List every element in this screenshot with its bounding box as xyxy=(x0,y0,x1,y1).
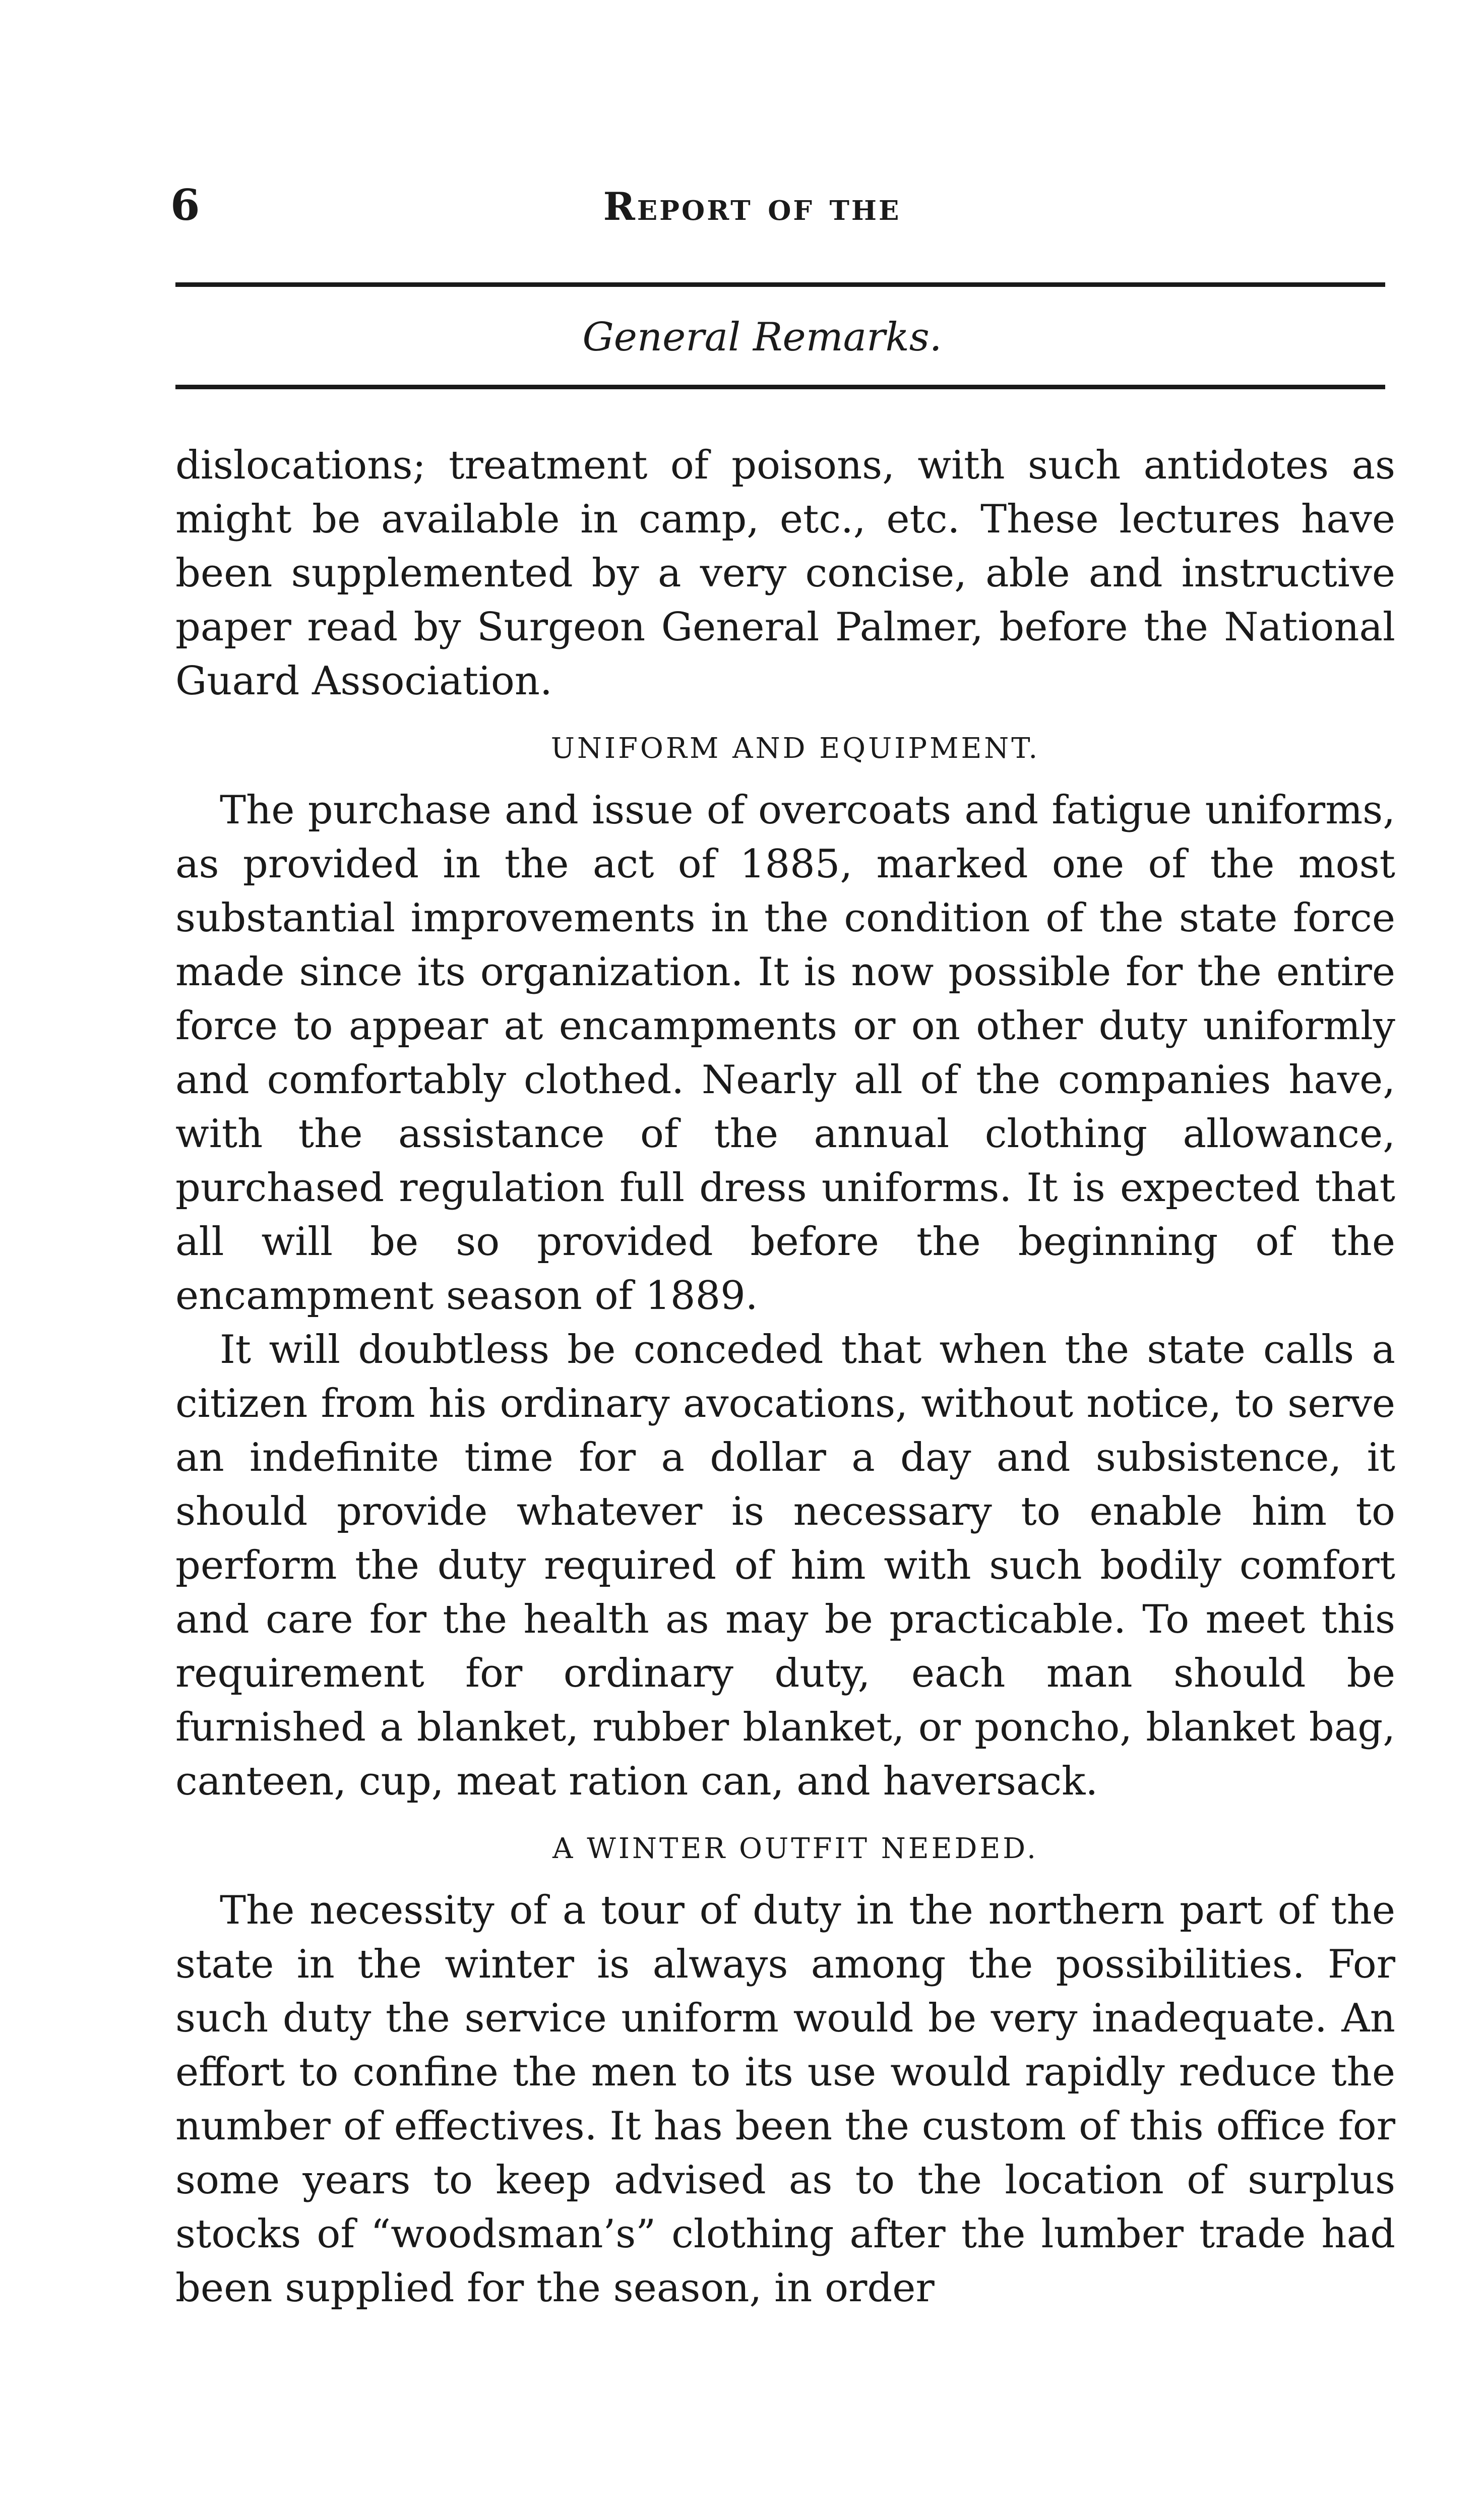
header-rule-bottom xyxy=(175,385,1385,389)
header-rule-top xyxy=(175,282,1385,287)
continuation-paragraph: dislocations; treatment of poisons, with such antidotes as might be available in camp, etc., etc. These lectures have been supplemented by a very concise, able and instructive paper read by Surgeon General Palmer, before the National Guard Association. xyxy=(175,443,1395,704)
section-heading-uniform: UNIFORM AND EQUIPMENT. xyxy=(550,732,1040,765)
paragraph: The necessity of a tour of duty in the northern part of the state in the winter is always among the possibilities. For such duty the service uniform would be very inadequate. An effort to confine the men to its use would rapidly reduce the number of effectives. It has been the custom of this office for some years to keep advised as to the location of surplus stocks of “woodsman’s” clothing after the lumber trade had been supplied for the season, in order xyxy=(175,1888,1395,2311)
section-subhead: General Remarks. xyxy=(582,315,942,360)
body-text xyxy=(175,439,1395,2315)
paragraph: The purchase and issue of overcoats and fatigue uniforms, as provided in the act of 1885, marked one of the most substantial improvements in the condition of the state force made since its organization. It is now possible for the entire force to appear at encampments or on other duty uniformly and comfortably clothed. Nearly all of the companies have, with the assistance of the annual clothing allowance, purchased regulation full dress uniforms. It is expected that all will be so provided before the beginning of the encampment season of 1889. xyxy=(175,788,1395,1319)
section-heading-winter-outfit: A WINTER OUTFIT NEEDED. xyxy=(552,1832,1038,1866)
paragraph: It will doubtless be conceded that when the state calls a citizen from his ordinary avocations, without notice, to serve an indefinite time for a dollar a day and subsistence, it should provide whatever is necessary to enable him to perform the duty required of him with such bodily comfort and care for the health as may be practicable. To meet this requirement for ordinary duty, each man should be furnished a blanket, rubber blanket, or poncho, blanket bag, canteen, cup, meat ration can, and haversack. xyxy=(175,1327,1395,1805)
page-number: 6 xyxy=(170,180,200,230)
running-head: Report of the xyxy=(603,184,901,229)
